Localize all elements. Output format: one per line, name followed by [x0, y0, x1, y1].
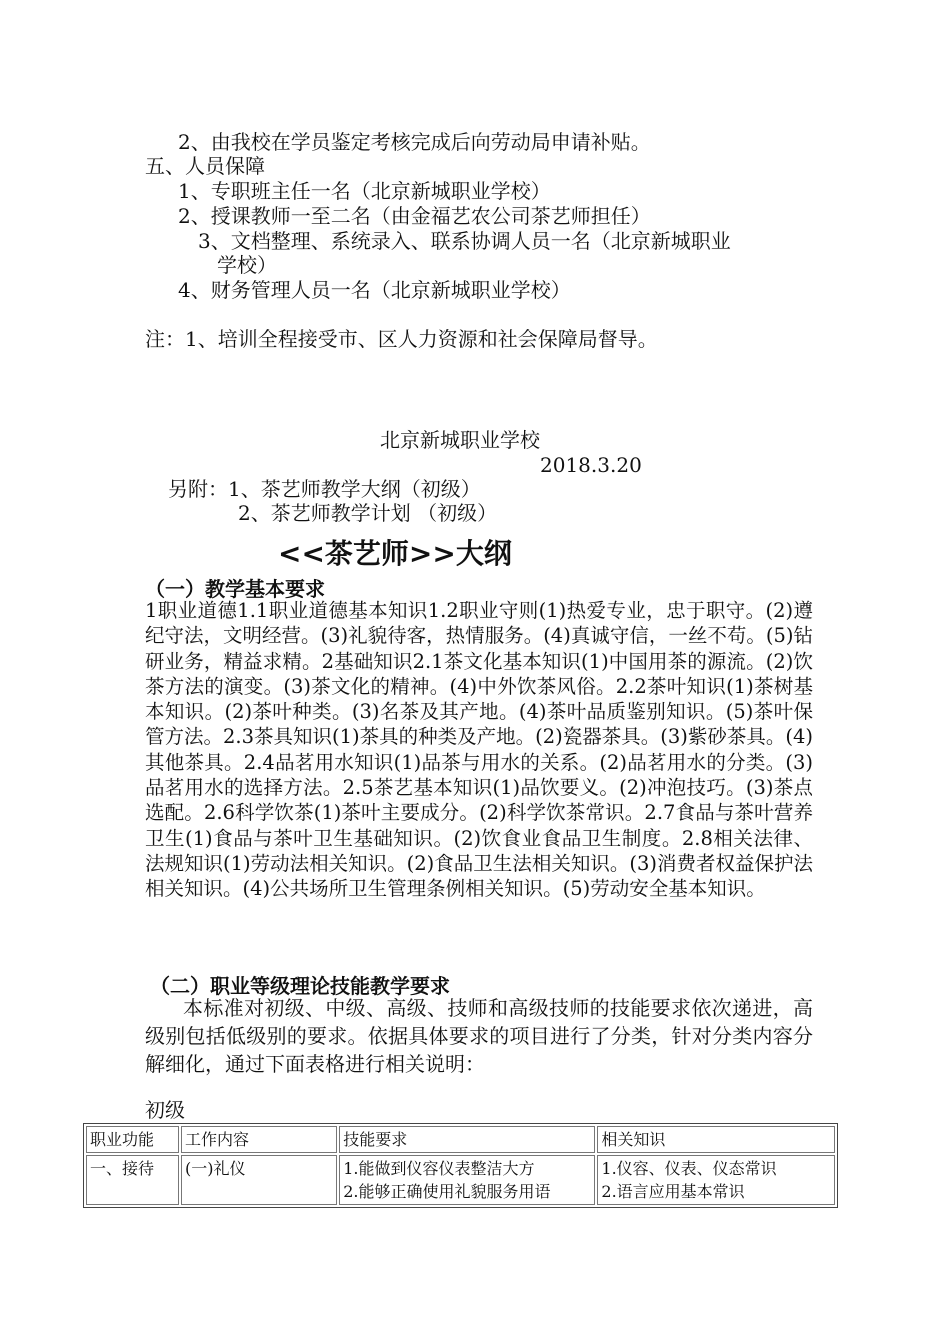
header-skill: 技能要求 [339, 1126, 595, 1153]
plan-line-subsidy: 2、由我校在学员鉴定考核完成后向劳动局申请补贴。 [178, 130, 651, 154]
signature-school: 北京新城职业学校 [380, 428, 540, 452]
cell-function: 一、接待 [86, 1155, 179, 1205]
section2-heading: （二）职业等级理论技能教学要求 [150, 974, 450, 998]
header-content: 工作内容 [181, 1126, 337, 1153]
staff-line-3-cont: 学校） [217, 253, 277, 277]
knowledge-item-2: 2.语言应用基本常识 [601, 1182, 745, 1201]
syllabus-title: <<茶艺师>>大纲 [278, 537, 512, 570]
signature-date: 2018.3.20 [540, 453, 642, 477]
cell-knowledge [597, 1155, 835, 1205]
staff-line-3: 3、文档整理、系统录入、联系协调人员一名（北京新城职业 [198, 229, 731, 253]
skill-item-2: 2.能够正确使用礼貌服务用语 [343, 1182, 551, 1201]
staff-line-2: 2、授课教师一至二名（由金福艺农公司茶艺师担任） [178, 204, 651, 228]
knowledge-item-1: 1.仪容、仪表、仪态常识 [601, 1159, 777, 1178]
header-knowledge: 相关知识 [597, 1126, 835, 1153]
staff-line-1: 1、专职班主任一名（北京新城职业学校） [178, 179, 551, 203]
table-row [86, 1155, 835, 1205]
level-label: 初级 [145, 1098, 185, 1122]
cell-content: (一)礼仪 [181, 1155, 337, 1205]
section-heading-staffing: 五、人员保障 [145, 154, 265, 178]
staff-line-4: 4、财务管理人员一名（北京新城职业学校） [178, 278, 571, 302]
section1-heading: （一）教学基本要求 [145, 577, 325, 601]
section2-body: 本标准对初级、中级、高级、技师和高级技师的技能要求依次递进，高级别包括低级别的要求。依据具体要求的项目进行了分类，针对分类内容分解细化，通过下面表格进行相关说明： [145, 996, 813, 1076]
cell-skill [339, 1155, 595, 1205]
section1-body: 1职业道德1.1职业道德基本知识1.2职业守则(1)热爱专业，忠于职守。(2)遵纪守法，文明经营。(3)礼貌待客，热情服务。(4)真诚守信，一丝不苟。(5)钻研业务，精益求精。2基础知识2.1茶文化基本知识(1)中国用茶的源流。(2)饮茶方法的演变。(3)茶文化的精神。(4)中外饮茶风俗。2.2茶叶知识(1)茶树基本知识。(2)茶叶种类。(3)名茶及其产地。(4)茶叶品质鉴别知识。(5)茶叶保管方法。2.3茶具知识(1)茶具的种类及产地。(2)瓷器茶具。(3)紫砂茶具。(4)其他茶具。2.4品茗用水知识(1)品茶与用水的关系。(2)品茗用水的分类。(3)品茗用水的选择方法。2.5茶艺基本知识(1)品饮要义。(2)冲泡技巧。(3)茶点选配。2.6科学饮茶(1)茶叶主要成分。(2)科学饮茶常识。2.7食品与茶叶营养卫生(1)食品与茶叶卫生基础知识。(2)饮食业食品卫生制度。2.8相关法律、法规知识(1)劳动法相关知识。(2)食品卫生法相关知识。(3)消费者权益保护法相关知识。(4)公共场所卫生管理条例相关知识。(5)劳动安全基本知识。 [145, 599, 813, 901]
appendix-line-1: 另附：1、茶艺师教学大纲（初级） [168, 477, 481, 501]
header-function: 职业功能 [86, 1126, 179, 1153]
appendix-line-2: 2、茶艺师教学计划 （初级） [238, 501, 498, 525]
table-header-row [86, 1126, 835, 1153]
skill-table [83, 1123, 838, 1208]
skill-item-1: 1.能做到仪容仪表整洁大方 [343, 1159, 535, 1178]
supervision-note: 注：1、培训全程接受市、区人力资源和社会保障局督导。 [145, 327, 658, 351]
